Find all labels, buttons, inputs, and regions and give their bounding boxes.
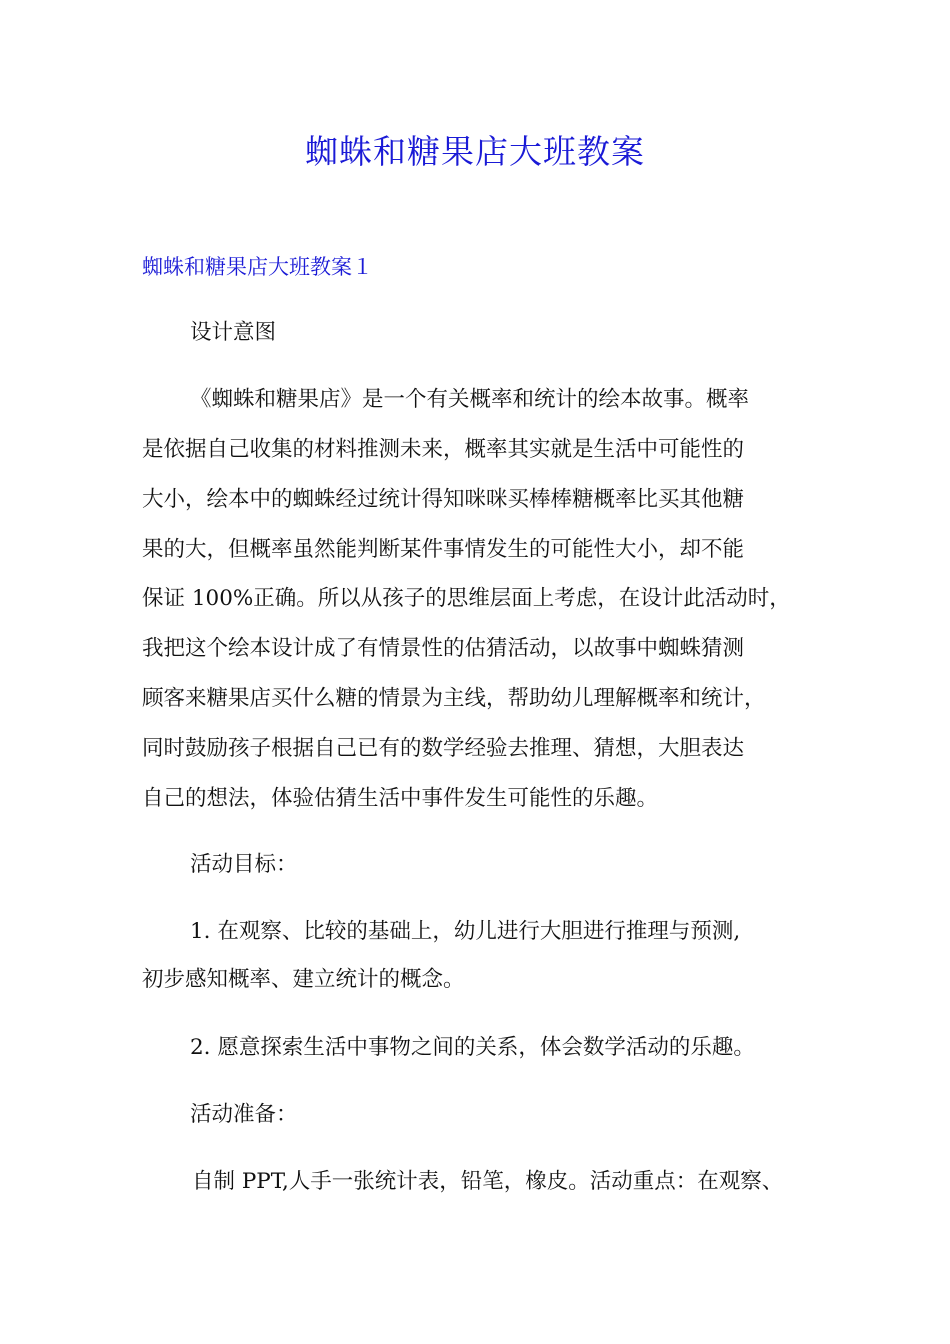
intro-line: 《蜘蛛和糖果店》是一个有关概率和统计的绘本故事。概率	[190, 387, 750, 412]
intro-line: 同时鼓励孩子根据自己已有的数学经验去推理、猜想，大胆表达	[142, 736, 745, 761]
intro-line: 自己的想法，体验估猜生活中事件发生可能性的乐趣。	[142, 786, 659, 811]
section-heading: 蜘蛛和糖果店大班教案１	[142, 255, 373, 279]
intro-line: 是依据自己收集的材料推测未来，概率其实就是生活中可能性的	[142, 437, 745, 462]
intro-line: 顾客来糖果店买什么糖的情景为主线，帮助幼儿理解概率和统计，	[142, 686, 766, 711]
prep-heading: 活动准备：	[190, 1102, 298, 1127]
goal-1-line-1: 1. 在观察、比较的基础上，幼儿进行大胆进行推理与预测,	[190, 919, 741, 944]
goal-2: 2. 愿意探索生活中事物之间的关系，体会数学活动的乐趣。	[190, 1035, 755, 1060]
goal-1-line-2: 初步感知概率、建立统计的概念。	[142, 967, 465, 992]
prep-line: 自制 PPT,人手一张统计表，铅笔，橡皮。活动重点：在观察、	[192, 1169, 784, 1194]
intro-line: 保证 100%正确。所以从孩子的思维层面上考虑，在设计此活动时，	[142, 586, 791, 611]
design-heading: 设计意图	[190, 320, 277, 345]
intro-line: 果的大，但概率虽然能判断某件事情发生的可能性大小，却不能	[142, 537, 745, 562]
intro-line: 大小，绘本中的蜘蛛经过统计得知咪咪买棒棒糖概率比买其他糖	[142, 487, 745, 512]
goals-heading: 活动目标：	[190, 852, 298, 877]
document-title: 蜘蛛和糖果店大班教案	[305, 132, 645, 171]
intro-line: 我把这个绘本设计成了有情景性的估猜活动，以故事中蜘蛛猜测	[142, 636, 745, 661]
